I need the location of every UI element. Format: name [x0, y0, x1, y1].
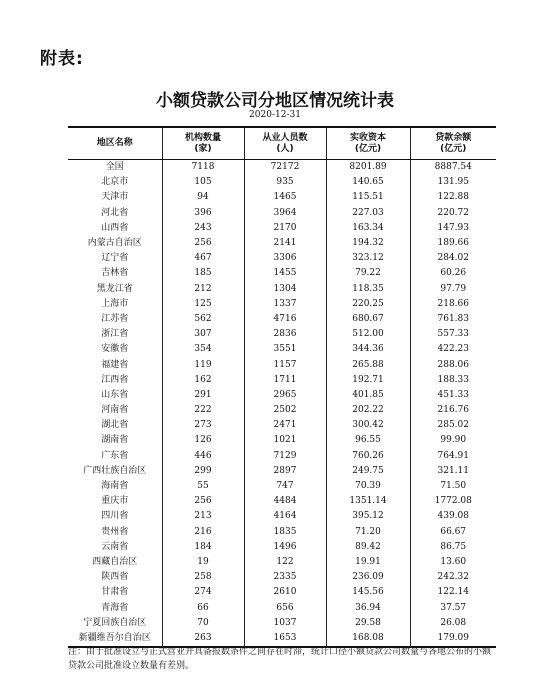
institutions-cell: 212	[162, 282, 244, 297]
region-cell: 广西壮族自治区	[83, 465, 147, 476]
region-cell: 天津市	[101, 192, 129, 203]
region-cell: 宁夏回族自治区	[83, 617, 147, 628]
header-loan-balance-unit: (亿元)	[440, 143, 467, 154]
employees-cell: 1304	[244, 282, 326, 297]
employees-cell: 1496	[244, 540, 326, 555]
table-row	[68, 373, 496, 388]
institutions-cell: 216	[162, 525, 244, 540]
paid-capital-cell: 36.94	[326, 600, 410, 615]
region-cell: 青海省	[101, 602, 129, 613]
loan-balance-cell: 764.91	[410, 449, 496, 464]
employees-cell: 3551	[244, 342, 326, 357]
paid-capital-cell: 96.55	[326, 433, 410, 448]
paid-capital-cell: 265.88	[326, 357, 410, 372]
institutions-cell: 263	[162, 631, 244, 647]
table-row	[68, 555, 496, 570]
paid-capital-cell: 194.32	[326, 236, 410, 251]
header-employees	[244, 127, 326, 160]
table-row	[68, 190, 496, 205]
institutions-cell: 256	[162, 236, 244, 251]
institutions-cell: 256	[162, 494, 244, 509]
paid-capital-cell: 145.56	[326, 585, 410, 600]
loan-balance-cell: 147.93	[410, 221, 496, 236]
region-cell: 湖南省	[101, 435, 129, 446]
paid-capital-cell: 236.09	[326, 570, 410, 585]
table-row	[68, 236, 496, 251]
region-cell: 山西省	[101, 222, 129, 233]
paid-capital-cell: 395.12	[326, 509, 410, 524]
loan-balance-cell: 285.02	[410, 418, 496, 433]
employees-cell: 2170	[244, 221, 326, 236]
table-row	[68, 403, 496, 418]
region-cell: 吉林省	[101, 268, 129, 279]
institutions-cell: 354	[162, 342, 244, 357]
employees-cell: 656	[244, 600, 326, 615]
loan-balance-cell: 131.95	[410, 175, 496, 190]
region-cell: 广东省	[101, 450, 129, 461]
employees-cell: 1021	[244, 433, 326, 448]
employees-cell: 2141	[244, 236, 326, 251]
employees-cell: 2335	[244, 570, 326, 585]
paid-capital-cell: 29.58	[326, 616, 410, 631]
table-row	[68, 251, 496, 266]
loan-balance-cell: 60.26	[410, 266, 496, 281]
header-row	[68, 127, 496, 160]
employees-cell: 747	[244, 479, 326, 494]
loan-balance-cell: 220.72	[410, 206, 496, 221]
institutions-cell: 222	[162, 403, 244, 418]
paid-capital-cell: 79.22	[326, 266, 410, 281]
region-cell: 山东省	[101, 389, 129, 400]
institutions-cell: 66	[162, 600, 244, 615]
loan-balance-cell: 99.90	[410, 433, 496, 448]
region-cell: 全国	[105, 162, 124, 173]
region-cell: 云南省	[101, 541, 129, 552]
table-row	[68, 600, 496, 615]
table-row	[68, 297, 496, 312]
loan-balance-cell: 13.60	[410, 555, 496, 570]
institutions-cell: 55	[162, 479, 244, 494]
employees-cell: 1337	[244, 297, 326, 312]
loan-balance-cell: 66.67	[410, 525, 496, 540]
institutions-cell: 307	[162, 327, 244, 342]
loan-balance-cell: 218.66	[410, 297, 496, 312]
loan-balance-cell: 216.76	[410, 403, 496, 418]
region-cell: 黑龙江省	[96, 283, 133, 294]
employees-cell: 7129	[244, 449, 326, 464]
institutions-cell: 299	[162, 464, 244, 479]
loan-balance-cell: 122.88	[410, 190, 496, 205]
employees-cell: 2836	[244, 327, 326, 342]
region-cell: 辽宁省	[101, 253, 129, 264]
table-row	[68, 509, 496, 524]
region-cell: 河南省	[101, 405, 129, 416]
table-row	[68, 206, 496, 221]
paid-capital-cell: 71.20	[326, 525, 410, 540]
paid-capital-cell: 115.51	[326, 190, 410, 205]
paid-capital-cell: 202.22	[326, 403, 410, 418]
header-employees-unit: (人)	[276, 143, 294, 154]
header-employees-label: 从业人员数	[262, 132, 308, 143]
loan-balance-cell: 8887.54	[410, 160, 496, 176]
institutions-cell: 125	[162, 297, 244, 312]
header-paid-capital-label: 实收资本	[349, 132, 386, 143]
region-cell: 重庆市	[101, 496, 129, 507]
employees-cell: 2897	[244, 464, 326, 479]
institutions-cell: 119	[162, 357, 244, 372]
table-title: 小额贷款公司分地区情况统计表	[156, 91, 394, 111]
paid-capital-cell: 300.42	[326, 418, 410, 433]
employees-cell: 1037	[244, 616, 326, 631]
paid-capital-cell: 401.85	[326, 388, 410, 403]
table-row	[68, 282, 496, 297]
header-institutions-unit: (家)	[194, 143, 212, 154]
region-cell: 江苏省	[101, 313, 129, 324]
employees-cell: 2471	[244, 418, 326, 433]
paid-capital-cell: 168.08	[326, 631, 410, 647]
loan-balance-cell: 1772.08	[410, 494, 496, 509]
report-date: 2020-12-31	[249, 110, 301, 120]
table-row	[68, 327, 496, 342]
table-row	[68, 464, 496, 479]
paid-capital-cell: 140.65	[326, 175, 410, 190]
institutions-cell: 105	[162, 175, 244, 190]
employees-cell: 122	[244, 555, 326, 570]
table-row	[68, 570, 496, 585]
header-region	[68, 127, 162, 160]
loan-balance-cell: 97.79	[410, 282, 496, 297]
table-row	[68, 494, 496, 509]
loan-balance-cell: 242.32	[410, 570, 496, 585]
region-cell: 海南省	[101, 481, 129, 492]
loan-balance-cell: 71.50	[410, 479, 496, 494]
header-institutions	[162, 127, 244, 160]
paid-capital-cell: 344.36	[326, 342, 410, 357]
table-body	[68, 160, 496, 648]
loan-balance-cell: 557.33	[410, 327, 496, 342]
institutions-cell: 243	[162, 221, 244, 236]
employees-cell: 3306	[244, 251, 326, 266]
region-cell: 贵州省	[101, 526, 129, 537]
employees-cell: 1653	[244, 631, 326, 647]
region-cell: 江西省	[101, 374, 129, 385]
institutions-cell: 94	[162, 190, 244, 205]
paid-capital-cell: 118.35	[326, 282, 410, 297]
institutions-cell: 467	[162, 251, 244, 266]
employees-cell: 2610	[244, 585, 326, 600]
loan-balance-cell: 439.08	[410, 509, 496, 524]
institutions-cell: 213	[162, 509, 244, 524]
loan-balance-cell: 37.57	[410, 600, 496, 615]
region-cell: 四川省	[101, 511, 129, 522]
institutions-cell: 162	[162, 373, 244, 388]
table-row	[68, 585, 496, 600]
employees-cell: 1711	[244, 373, 326, 388]
paid-capital-cell: 227.03	[326, 206, 410, 221]
table-row	[68, 175, 496, 190]
paid-capital-cell: 192.71	[326, 373, 410, 388]
employees-cell: 1835	[244, 525, 326, 540]
loan-balance-cell: 422.23	[410, 342, 496, 357]
institutions-cell: 291	[162, 388, 244, 403]
paid-capital-cell: 8201.89	[326, 160, 410, 176]
employees-cell: 72172	[244, 160, 326, 176]
region-cell: 浙江省	[101, 329, 129, 340]
employees-cell: 935	[244, 175, 326, 190]
paid-capital-cell: 220.25	[326, 297, 410, 312]
loan-balance-cell: 26.08	[410, 616, 496, 631]
institutions-cell: 446	[162, 449, 244, 464]
employees-cell: 2502	[244, 403, 326, 418]
paid-capital-cell: 680.67	[326, 312, 410, 327]
table-row	[68, 418, 496, 433]
table-row	[68, 525, 496, 540]
loan-balance-cell: 284.02	[410, 251, 496, 266]
header-region-label: 地区名称	[96, 138, 133, 148]
employees-cell: 2965	[244, 388, 326, 403]
paid-capital-cell: 70.39	[326, 479, 410, 494]
paid-capital-cell: 1351.14	[326, 494, 410, 509]
region-cell: 陕西省	[101, 572, 129, 583]
institutions-cell: 562	[162, 312, 244, 327]
employees-cell: 1465	[244, 190, 326, 205]
table-row	[68, 388, 496, 403]
loan-balance-cell: 288.06	[410, 357, 496, 372]
table-row	[68, 479, 496, 494]
loan-balance-cell: 86.75	[410, 540, 496, 555]
paid-capital-cell: 249.75	[326, 464, 410, 479]
loan-balance-cell: 451.33	[410, 388, 496, 403]
paid-capital-cell: 163.34	[326, 221, 410, 236]
institutions-cell: 7118	[162, 160, 244, 176]
institutions-cell: 185	[162, 266, 244, 281]
institutions-cell: 396	[162, 206, 244, 221]
loan-balance-cell: 122.14	[410, 585, 496, 600]
paid-capital-cell: 19.91	[326, 555, 410, 570]
paid-capital-cell: 760.26	[326, 449, 410, 464]
header-institutions-label: 机构数量	[184, 132, 221, 143]
header-paid-capital-unit: (亿元)	[354, 143, 382, 154]
employees-cell: 4164	[244, 509, 326, 524]
institutions-cell: 184	[162, 540, 244, 555]
table-row	[68, 540, 496, 555]
table-row	[68, 221, 496, 236]
employees-cell: 1455	[244, 266, 326, 281]
table-row	[68, 312, 496, 327]
paid-capital-cell: 89.42	[326, 540, 410, 555]
region-cell: 北京市	[101, 177, 129, 188]
institutions-cell: 273	[162, 418, 244, 433]
loan-balance-cell: 188.33	[410, 373, 496, 388]
employees-cell: 1157	[244, 357, 326, 372]
region-cell: 上海市	[101, 298, 129, 309]
table-row	[68, 266, 496, 281]
region-cell: 河北省	[101, 207, 129, 218]
header-loan-balance-label: 贷款余额	[435, 132, 472, 143]
paid-capital-cell: 512.00	[326, 327, 410, 342]
footnote: 注：由于批准设立与正式营业并具备报数条件之间存在时滞，统计口径小额贷款公司数量与各地公布的小额贷款公司批准设立数量有差别。	[68, 647, 492, 671]
institutions-cell: 70	[162, 616, 244, 631]
table-row	[68, 449, 496, 464]
region-cell: 内蒙古自治区	[87, 238, 142, 249]
table-row	[68, 342, 496, 357]
loan-balance-cell: 179.09	[410, 631, 496, 647]
institutions-cell: 126	[162, 433, 244, 448]
region-cell: 福建省	[101, 359, 129, 370]
institutions-cell: 19	[162, 555, 244, 570]
loan-balance-cell: 321.11	[410, 464, 496, 479]
paid-capital-cell: 323.12	[326, 251, 410, 266]
region-cell: 湖北省	[101, 420, 129, 431]
employees-cell: 4484	[244, 494, 326, 509]
region-cell: 新疆维吾尔自治区	[68, 631, 162, 647]
region-cell: 西藏自治区	[92, 556, 138, 567]
region-cell: 安徽省	[101, 344, 129, 355]
employees-cell: 3964	[244, 206, 326, 221]
header-paid-capital	[326, 127, 410, 160]
institutions-cell: 258	[162, 570, 244, 585]
loan-balance-cell: 189.66	[410, 236, 496, 251]
institutions-cell: 274	[162, 585, 244, 600]
table-row	[68, 616, 496, 631]
loan-balance-cell: 761.83	[410, 312, 496, 327]
employees-cell: 4716	[244, 312, 326, 327]
table-row	[68, 160, 496, 176]
appendix-label: 附表:	[40, 49, 84, 69]
statistics-table	[68, 126, 496, 648]
region-cell: 甘肃省	[101, 587, 129, 598]
header-loan-balance	[410, 127, 496, 160]
table-row	[68, 357, 496, 372]
table-row	[68, 433, 496, 448]
